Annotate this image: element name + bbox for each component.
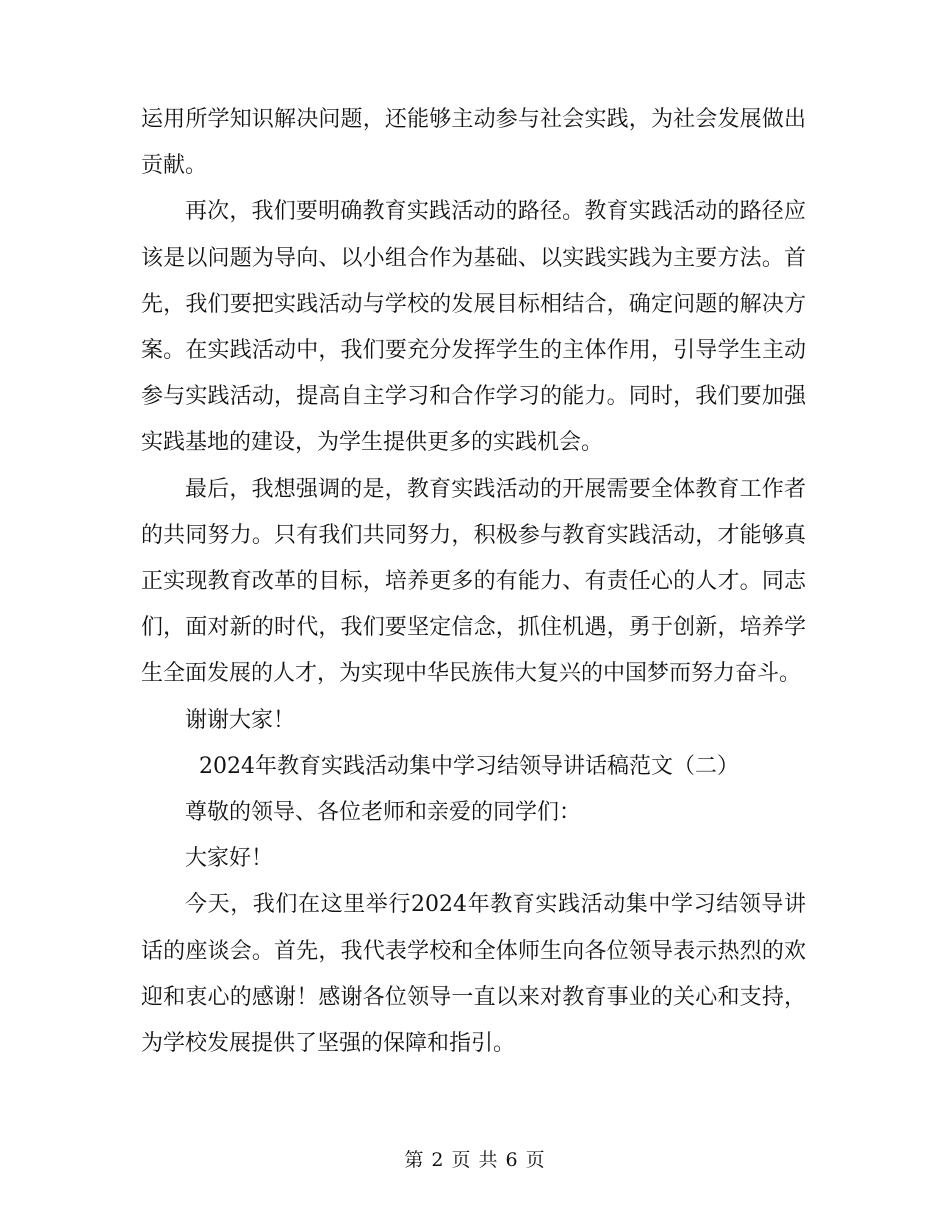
section-title: 2024年教育实践活动集中学习结领导讲话稿范文（二） [199, 753, 739, 779]
paragraph-salutation: 尊敬的领导、各位老师和亲爱的同学们： [185, 800, 582, 826]
paragraph-path: 再次，我们要明确教育实践活动的路径。教育实践活动的路径应该是以问题为导向、以小组合作为基础、以实践实践为主要方法。首先，我们要把实践活动与学校的发展目标相结合，确定问题的解决方案。在实践活动中，我们要充分发挥学生的主体作用，引导学生主动参与实践活动，提高自主学习和合作学习的能力。同时，我们要加强实践基地的建设，为学生提供更多的实践机会。 [141, 199, 806, 456]
paragraph-conclusion: 最后，我想强调的是，教育实践活动的开展需要全体教育工作者的共同努力。只有我们共同努力，积极参与教育实践活动，才能够真正实现教育改革的目标，培养更多的有能力、有责任心的人才。同志们，面对新的时代，我们要坚定信念，抓住机遇，勇于创新，培养学生全面发展的人才，为实现中华民族伟大复兴的中国梦而努力奋斗。 [141, 476, 806, 687]
paragraph-opening: 今天，我们在这里举行2024年教育实践活动集中学习结领导讲话的座谈会。首先，我代表学校和全体师生向各位领导表示热烈的欢迎和衷心的感谢！感谢各位领导一直以来对教育事业的关心和支持，为学校发展提供了坚强的保障和指引。 [141, 892, 806, 1057]
paragraph-continuation: 运用所学知识解决问题，还能够主动参与社会实践，为社会发展做出贡献。 [141, 107, 806, 179]
document-body [141, 97, 806, 1067]
page-number: 第 2 页 共 6 页 [404, 1149, 546, 1171]
paragraph-greeting: 大家好！ [185, 846, 274, 872]
paragraph-thanks: 谢谢大家！ [185, 707, 296, 733]
